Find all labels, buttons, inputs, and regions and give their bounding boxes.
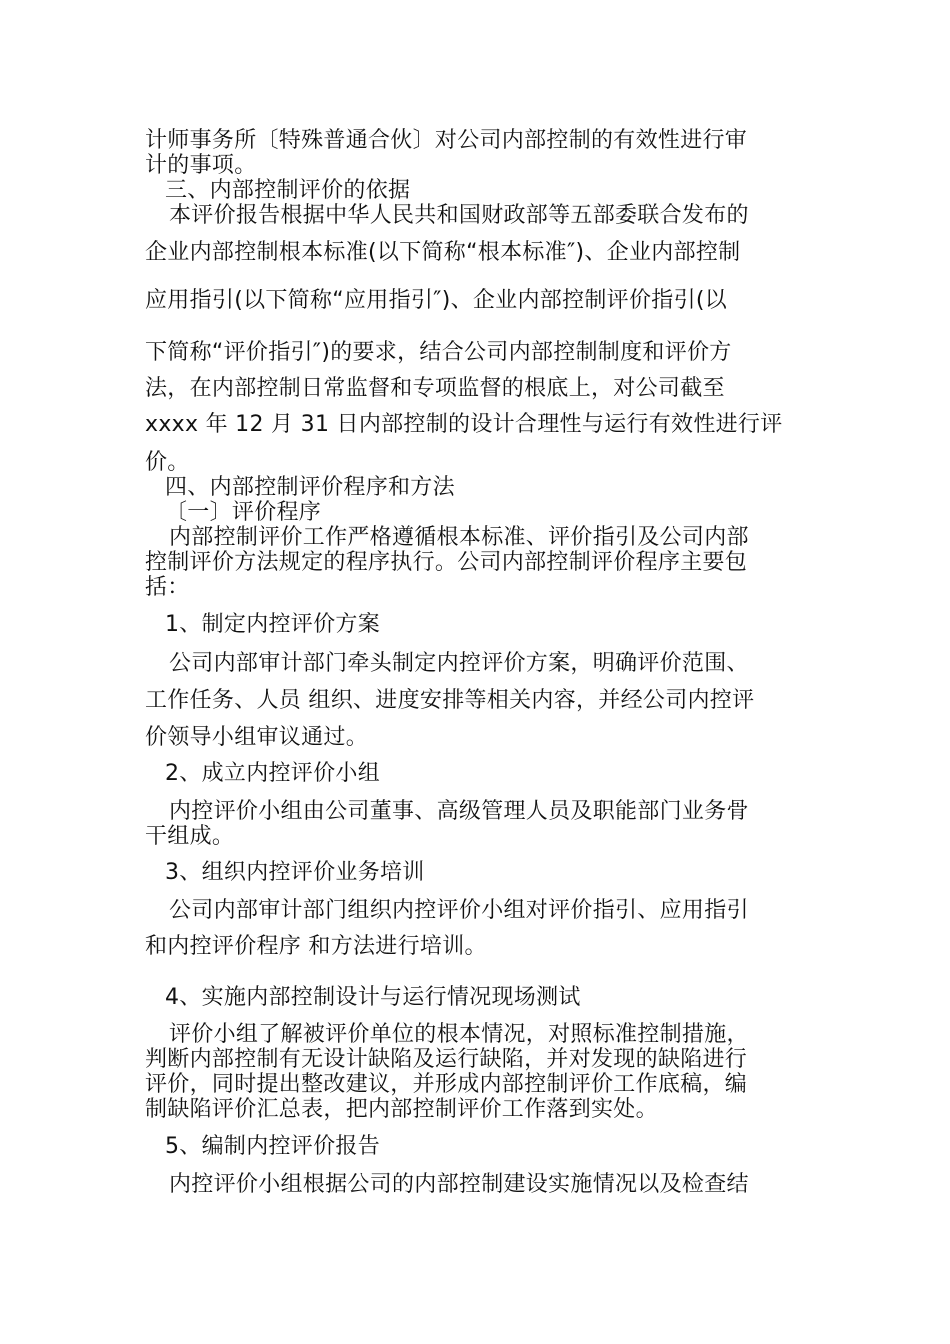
section-heading: 四、内部控制评价程序和方法 [165, 475, 455, 500]
text-line: 应用指引(以下简称“应用指引″)、企业内部控制评价指引(以 [145, 288, 728, 313]
text-line: xxxx 年 12 月 31 日内部控制的设计合理性与运行有效性进行评 [145, 412, 783, 437]
text-line: 法，在内部控制日常监督和专项监督的根底上，对公司截至 [145, 376, 725, 401]
text-line: 内部控制评价工作严格遵循根本标准、评价指引及公司内部 [169, 525, 749, 550]
section-heading: 三、内部控制评价的依据 [165, 178, 411, 203]
text-line: 下简称“评价指引″)的要求，结合公司内部控制制度和评价方 [145, 340, 732, 365]
list-item-heading: 4、实施内部控制设计与运行情况现场测试 [165, 985, 581, 1010]
text-line: 括： [145, 575, 190, 600]
text-line: 内控评价小组由公司董事、高级管理人员及职能部门业务骨 [169, 799, 749, 824]
text-line: 公司内部审计部门组织内控评价小组对评价指引、应用指引 [169, 898, 749, 923]
subsection-heading: 〔一〕评价程序 [165, 500, 322, 525]
list-item-heading: 5、编制内控评价报告 [165, 1134, 380, 1159]
text-line: 企业内部控制根本标准(以下简称“根本标准″)、企业内部控制 [145, 240, 741, 265]
list-item-heading: 3、组织内控评价业务培训 [165, 860, 425, 885]
text-line: 判断内部控制有无设计缺陷及运行缺陷，并对发现的缺陷进行 [145, 1047, 748, 1072]
text-line: 内控评价小组根据公司的内部控制建设实施情况以及检查结 [169, 1172, 749, 1197]
text-line: 公司内部审计部门牵头制定内控评价方案，明确评价范围、 [169, 651, 749, 676]
list-item-heading: 2、成立内控评价小组 [165, 761, 380, 786]
text-line: 制缺陷评价汇总表，把内部控制评价工作落到实处。 [145, 1097, 658, 1122]
text-line: 评价，同时提出整改建议，并形成内部控制评价工作底稿，编 [145, 1072, 748, 1097]
text-line: 工作任务、人员 组织、进度安排等相关内容，并经公司内控评 [145, 688, 755, 713]
text-line: 本评价报告根据中华人民共和国财政部等五部委联合发布的 [169, 203, 749, 228]
list-item-heading: 1、制定内控评价方案 [165, 612, 380, 637]
text-line: 价领导小组审议通过。 [145, 725, 369, 750]
text-line: 控制评价方法规定的程序执行。公司内部控制评价程序主要包 [145, 550, 748, 575]
text-line: 评价小组了解被评价单位的根本情况，对照标准控制措施， [169, 1022, 749, 1047]
text-line: 和内控评价程序 和方法进行培训。 [145, 934, 487, 959]
text-line: 计师事务所〔特殊普通合伙〕对公司内部控制的有效性进行审 [145, 128, 748, 153]
text-line: 计的事项。 [145, 153, 257, 178]
text-line: 价。 [145, 450, 190, 475]
text-line: 干组成。 [145, 824, 235, 849]
